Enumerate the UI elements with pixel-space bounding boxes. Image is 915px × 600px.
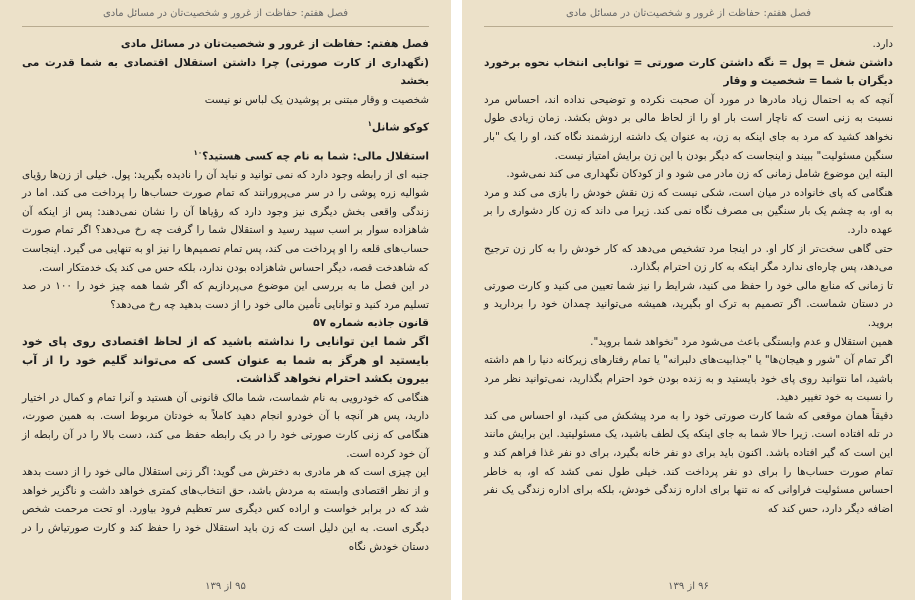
bold-paragraph: قانون جاذبه شماره ۵۷ xyxy=(313,317,429,330)
running-head: فصل هفتم: حفاظت از غرور و شخصیت‌تان در مسائل مادی xyxy=(565,8,812,19)
header-rule xyxy=(484,26,893,27)
page-body xyxy=(484,35,893,518)
paragraph: این چیزی است که هر مادری به دخترش می گوید: اگر زنی استقلال مالی خود را از دست بدهد و از نظر اقتصادی وابسته به مردش باشد، حق انتخاب‌های کمتری خواهد داشت و ناگزیر خواهد شد که در برابر خواست و اراده کس دیگری سر تعظیم فرود بیاورد. او تحت مرحمت شخص دیگری است. به این دلیل است که زن باید استقلال خود را حفظ کند و کارت صورتیاش را در دستان خودش نگاه xyxy=(22,466,429,553)
right-page xyxy=(462,0,915,600)
paragraph: البته این موضوع شامل زمانی که زن مادر می شود و از کودکان نگهداری می کند نمی‌شود. xyxy=(506,168,893,181)
paragraph: هنگامی که خودرویی به نام شماست، شما مالک قانونی آن هستید و آنرا تمام و کمال در اختیار دارید، پس هر آنچه با آن خودرو انجام دهید کاملاً به خودتان مربوط است. به همین صورت، هنگامی که زنی کارت صورتی خود را در یک رابطه حفظ می کند، دست بالا را در آن رابطه از آن خود کرده است. xyxy=(22,391,429,460)
footnote-marker: ۱ xyxy=(367,120,372,129)
paragraph: آنچه که به احتمال زیاد مادرها در مورد آن صحبت نکرده و توضیحی نداده اند، احساس مرد نسبت به زنی است که ناچار است بار او را از لحاظ مالی بر دوش بکشد. زمان زیادی طول نخواهد کشید که مرد به جای اینکه به زن، به عنوان یک داشته ارزشمند نگاه کند، او را یک "بار سنگین مسئولیت" ببیند و اینجاست که دیگر بودن با این زن برایش امتیاز نیست. xyxy=(484,93,893,162)
paragraph: شخصیت و وقار مبتنی بر پوشیدن یک لباس نو نیست xyxy=(204,93,429,106)
bold-paragraph: فصل هفتم: حفاظت از غرور و شخصیت‌تان در مسائل مادی xyxy=(120,38,429,50)
bold-paragraph: (نگهداری از کارت صورتی) چرا داشتن استقلال اقتصادی به شما قدرت می بخشد xyxy=(22,56,429,88)
paragraph: هنگامی که پای خانواده در میان است، شکی نیست که زن نقش خودش را بازی می کند و مرد به او، به چشم یک بار سنگین بی مصرف نگاه نمی کند. زیرا می داند که زن کار دشواری را بر عهده دارد. xyxy=(484,186,893,236)
paragraph: همین استقلال و عدم وابستگی باعث می‌شود مرد "نخواهد شما بروید". xyxy=(590,335,893,348)
paragraph: دقیقاً همان موقعی که شما کارت صورتی خود را به مرد پیشکش می کنید، او احساس می کند در تله افتاده است. زیرا حالا شما به جای اینکه یک لطف باشید، یک مسئولیتید. این برایش مانند این است که گیر افتاده باشد. اکنون باید برای دو نفر خانه بگیرد، برای دو نفر غذا فراهم کند و تمام صورت حساب‌ها را برای دو نفر پرداخت کند. خیلی طول نمی کشد که او، به خاطر احساس مسئولیت فراوانی که نه تنها برای اداره زندگی خودش، بلکه برای اداره زندگی یک نفر اضافه دیگر دارد، حس کند که xyxy=(484,409,893,515)
footnote-marker: ۱۰ xyxy=(193,148,203,157)
paragraph: تا زمانی که منابع مالی خود را حفظ می کنید، شرایط را نیز شما تعیین می کنید و کارت صورتی در دستان شماست. اگر تصمیم به ترک او بگیرید، همیشه می‌توانید چمدان خود را بردارید و بروید. xyxy=(484,279,893,329)
bold-paragraph: اگر شما این توانایی را نداشته باشید که از لحاظ اقتصادی روی پای خود بایستید او هرگز به شما به عنوان کسی که می‌تواند گلیم خود را از آب بیرون بکشد احترام نخواهد گذاشت. xyxy=(22,334,429,386)
paragraph: دارد. xyxy=(872,38,893,50)
header-rule xyxy=(22,26,429,27)
page-body xyxy=(22,35,429,556)
paragraph: اگر تمام آن "شور و هیجان‌ها" یا "جذابیت‌های دلبرانه" یا تمام رفتارهای زیرکانه دنیا را هم داشته باشید، اما نتوانید روی پای خود بایستید و به زنده بودن خود احترام بگذارید، نمی‌توانید نظر مرد را نسبت به خود تغییر دهید. xyxy=(484,354,893,404)
bold-paragraph: داشتن شغل = پول = نگه داشتن کارت صورتی = توانایی انتخاب نحوه برخورد دیگران با شما = شخصیت و وقار xyxy=(484,56,893,88)
paragraph: در این فصل ما به بررسی این موضوع می‌پردازیم که اگر شما همه چیز خود را ۱۰۰ در صد تسلیم مرد کنید و توانایی تأمین مالی خود را از دست بدهید چه رخ می‌دهد؟ xyxy=(22,280,429,311)
page-number: ۹۶ از ۱۳۹ xyxy=(668,581,709,592)
bold-paragraph: کوکو شانل$^۱$ xyxy=(367,120,429,134)
paragraph: جنبه ای از رابطه وجود دارد که نمی توانید و نباید آن را نادیده بگیرید: پول. خیلی از زن‌ها رؤیای شوالیه زره پوشی را در سر می‌پرورانند که تمام صورت حساب‌ها را پرداخت می کند. اما در زندگی واقعی بخش دیگری نیز وجود دارد که رؤیاها آن را نشان نمی‌دهند: پس از اینکه آن شاهزاده سوار بر اسب سپید رسید و استقلال شما را گرفت چه رخ می‌دهد؟ اگر تمام صورت حساب‌های قلعه را او پرداخت می کند، پس تمام تصمیم‌ها را نیز او به تنهایی می گیرد. اینجاست که شاهدخت قصه، دیگر احساس شاهزاده بودن ندارد، بلکه حس می کند یک خدمتکار است. xyxy=(22,168,429,274)
paragraph: حتی گاهی سخت‌تر از کار او. در اینجا مرد تشخیص می‌دهد که کار خودش را به کار زن ترجیح می‌دهد، پس چاره‌ای ندارد مگر اینکه به کار زن احترام بگذارد. xyxy=(484,242,893,274)
left-page xyxy=(0,0,451,600)
running-head: فصل هفتم: حفاظت از غرور و شخصیت‌تان در مسائل مادی xyxy=(102,8,349,19)
bold-paragraph: استقلال مالی: شما به نام چه کسی هستید؟$^{۱۰}$ xyxy=(193,148,429,163)
page-number: ۹۵ از ۱۳۹ xyxy=(205,581,246,592)
